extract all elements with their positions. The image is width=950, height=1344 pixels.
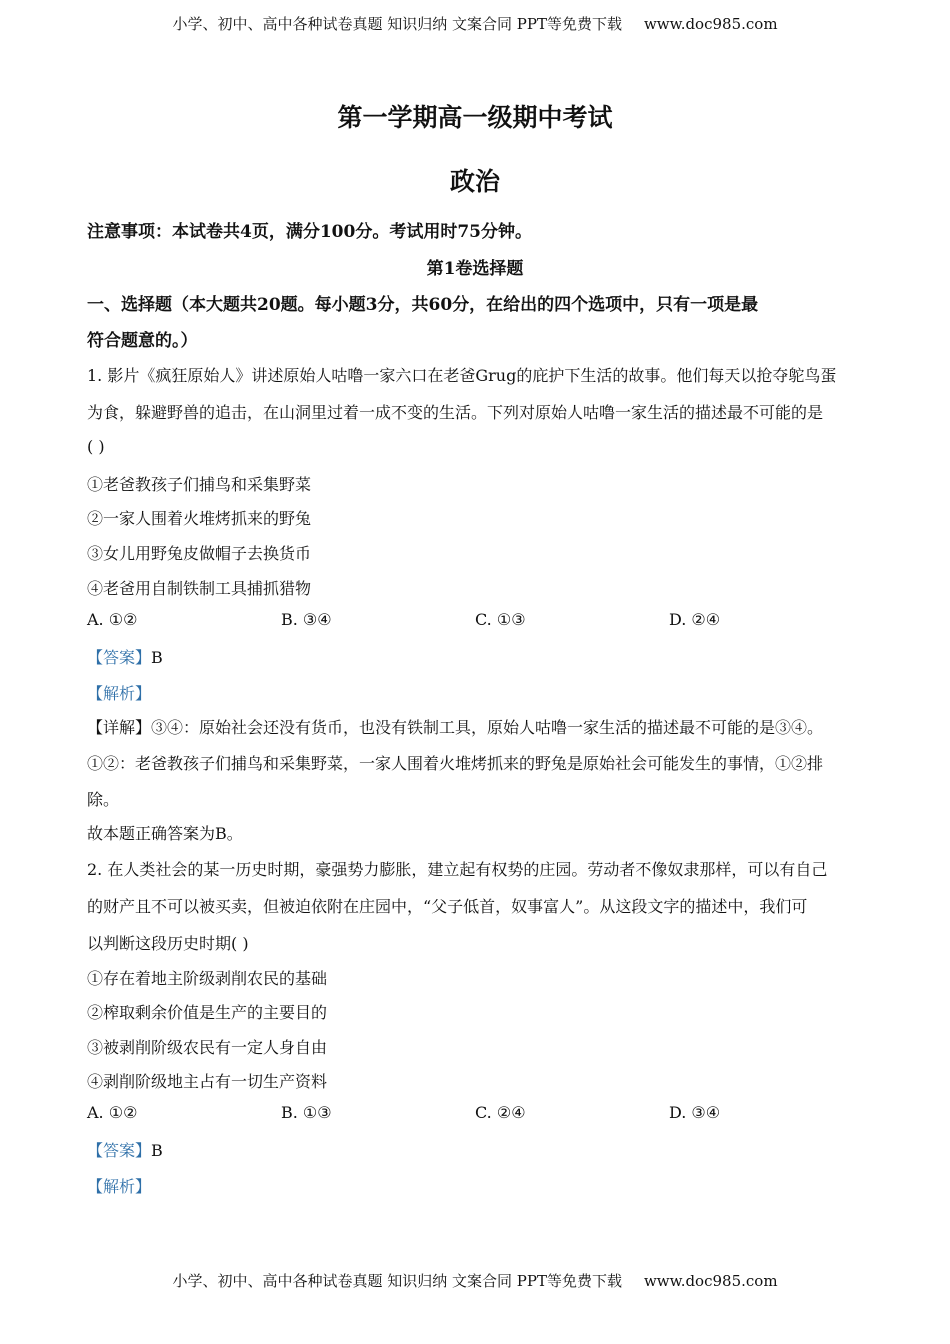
answer-value: B: [151, 1141, 163, 1160]
q2-option-c: C. ②④: [475, 1103, 526, 1122]
q1-option-c: C. ①③: [475, 610, 526, 629]
answer-value: B: [151, 648, 163, 667]
notice: 注意事项：本试卷共4页，满分100分。考试用时75分钟。: [87, 222, 532, 242]
q2-option-d: D. ③④: [669, 1103, 721, 1122]
q1-detail-line2: ①②：老爸教孩子们捕鸟和采集野菜，一家人围着火堆烤抓来的野兔是原始社会可能发生的事情，①②排: [87, 754, 824, 773]
q1-stem-line3: ( ): [87, 437, 105, 456]
section-heading-line2: 符合题意的。）: [87, 331, 198, 351]
q2-answer: [87, 1138, 163, 1161]
header-text: 小学、初中、高中各种试卷真题 知识归纳 文案合同 PPT等免费下载: [172, 15, 622, 33]
q1-detail-line3: 除。: [87, 790, 120, 809]
q2-stem-line3: 以判断这段历史时期( ): [87, 934, 249, 953]
footer-text: 小学、初中、高中各种试卷真题 知识归纳 文案合同 PPT等免费下载: [172, 1272, 622, 1290]
q1-option-b: B. ③④: [281, 610, 332, 629]
answer-tag: 【答案】: [87, 648, 152, 667]
q1-detail-line1: 【详解】③④：原始社会还没有货币，也没有铁制工具，原始人咕噜一家生活的描述最不可能的是③④。: [87, 718, 824, 737]
exam-title: 第一学期高一级期中考试: [337, 103, 613, 132]
q1-answer: [87, 645, 163, 668]
page-header: [0, 13, 950, 34]
q2-item-1: ①存在着地主阶级剥削农民的基础: [87, 969, 328, 988]
q1-stem-line2: 为食，躲避野兽的追击，在山洞里过着一成不变的生活。下列对原始人咕噜一家生活的描述最不可能的是: [87, 403, 824, 422]
q2-option-a: A. ①②: [87, 1103, 138, 1122]
q1-option-a: A. ①②: [87, 610, 138, 629]
q1-analysis-tag: 【解析】: [87, 684, 152, 703]
q1-item-1: ①老爸教孩子们捕鸟和采集野菜: [87, 475, 312, 494]
q1-item-4: ④老爸用自制铁制工具捕抓猎物: [87, 579, 312, 598]
q2-stem-line2: 的财产且不可以被买卖，但被迫依附在庄园中，“父子低首，奴事富人”。从这段文字的描述中，我们可: [87, 897, 808, 916]
footer-url[interactable]: www.doc985.com: [643, 1272, 778, 1290]
q1-conclusion: 故本题正确答案为B。: [87, 824, 243, 843]
q2-analysis-tag: 【解析】: [87, 1177, 152, 1196]
page-footer: [0, 1270, 950, 1291]
q2-item-2: ②榨取剩余价值是生产的主要目的: [87, 1003, 328, 1022]
q2-item-3: ③被剥削阶级农民有一定人身自由: [87, 1038, 328, 1057]
q2-stem-line1: 2. 在人类社会的某一历史时期，豪强势力膨胀，建立起有权势的庄园。劳动者不像奴隶那样，可以有自己: [87, 860, 828, 879]
volume-title: 第1卷选择题: [426, 259, 524, 279]
q2-option-b: B. ①③: [281, 1103, 332, 1122]
q2-item-4: ④剥削阶级地主占有一切生产资料: [87, 1072, 328, 1091]
q1-item-2: ②一家人围着火堆烤抓来的野兔: [87, 509, 312, 528]
subject-title: 政治: [449, 167, 500, 196]
answer-tag: 【答案】: [87, 1141, 152, 1160]
q1-option-d: D. ②④: [669, 610, 721, 629]
header-url[interactable]: www.doc985.com: [643, 15, 778, 33]
q1-stem-line1: 1. 影片《疯狂原始人》讲述原始人咕噜一家六口在老爸Grug的庇护下生活的故事。他们每天以抢夺鸵鸟蛋: [87, 366, 837, 385]
section-heading-line1: 一、选择题（本大题共20题。每小题3分，共60分，在给出的四个选项中，只有一项是最: [87, 295, 759, 315]
q1-item-3: ③女儿用野兔皮做帽子去换货币: [87, 544, 312, 563]
